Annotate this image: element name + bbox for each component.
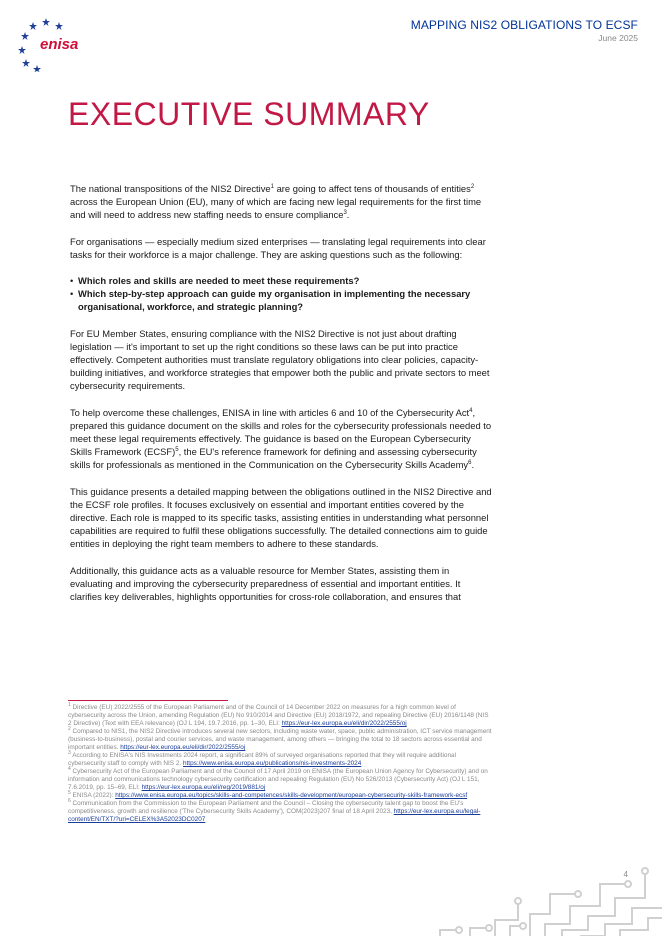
- footnote-ref[interactable]: 5: [175, 447, 179, 454]
- circuit-decoration: [400, 854, 662, 936]
- enisa-logo: enisa: [40, 36, 79, 53]
- footnote-1: $^1$ Directive (EU) 2022/2555 of the European Parliament and of the Council of 14 December 2022 on measures for a high common level of cybersecurity across the Union, amending Regulation (EU) No 910/2014 and Directive (EU) 2018/1972, and repealing Directive (EU) 2016/1148 (NIS 2 Directive) (Text with EEA relevance) (OJ L 194, 19.7.2016, pp. 1–30, ELI: https://eur-lex.europa.eu/eli/dir/2022/2555/oj: [68, 701, 489, 727]
- footnote-2: $^2$ Compared to NIS1, the NIS2 Directive introduces several new sectors, including waste water, space, public administration, ICT service management (business-to-business), postal and courier services, and waste management, among others — bringing the total to 18 sectors across essential and important entities. https://eur-lex.europa.eu/eli/dir/2022/2555/oj: [68, 725, 492, 751]
- question-list: [70, 274, 494, 314]
- paragraph-1: The national transpositions of the NIS2 Directive$^1$ are going to affect tens of thousands of entities$^2$ across the European Union (EU), many of which are facing new legal requirements for the first time and will need to address new staffing needs to ensure compliance$^3$.: [70, 183, 482, 221]
- paragraph-5: This guidance presents a detailed mapping between the obligations outlined in the NIS2 Directive and the ECSF role profiles. It focuses exclusively on essential and important entities covered by the directive. Each role is mapped to its specific tasks, assisting entities in understanding what personnel capabilities are required to fulfil these obligations successfully. The detailed connections aim to guide entities in deploying the right team members to adhere to these standards.: [70, 485, 492, 550]
- footnote-link[interactable]: https://www.enisa.europa.eu/topics/skills-and-competences/skills-development/european-cybersecurity-skills-framework-ecsf: [115, 792, 468, 799]
- footnotes: [68, 701, 492, 824]
- footnote-4: $^4$ Cybersecurity Act of the European Parliament and of the Council of 17 April 2019 on ENISA (the European Union Agency for Cybersecurity) and on information and communications technology cybersecurity certification and repealing Regulation (EU) No 526/2013 (Cybersecurity Act) (OJ L 151, 7.6.2019, pp. 15–69, ELI: https://eur-lex.europa.eu/eli/reg/2019/881/oj: [68, 765, 488, 791]
- footnote-5: $^5$ ENISA (2022): https://www.enisa.europa.eu/topics/skills-and-competences/skills-development/european-cybersecurity-skills-framework-ecsf: [68, 789, 468, 799]
- footnote-3: $^3$ According to ENISA's NIS Investments 2024 report, a significant 89% of surveyed organisations reported that they will require additional cybersecurity staff to comply with NIS 2. https://www.enisa.europa.eu/publications/nis-investments-2024: [68, 749, 457, 767]
- footnote-ref[interactable]: 4: [469, 407, 473, 414]
- footnote-link[interactable]: https://eur-lex.europa.eu/eli/dir/2022/2555/oj: [120, 744, 246, 751]
- footnote-divider: [68, 700, 228, 701]
- document-date: June 2025: [598, 33, 638, 43]
- page-title: EXECUTIVE SUMMARY: [68, 96, 430, 132]
- footnote-link[interactable]: https://eur-lex.europa.eu/legal-content/EN/TXT/?uri=CELEX%3A52023DC0207: [68, 808, 481, 823]
- footnote-ref[interactable]: 1: [270, 183, 274, 190]
- footnote-ref[interactable]: 3: [343, 210, 347, 217]
- document-title: MAPPING NIS2 OBLIGATIONS TO ECSF: [410, 18, 638, 32]
- footnote-link[interactable]: https://eur-lex.europa.eu/eli/reg/2019/881/oj: [141, 784, 266, 791]
- body-text: [70, 182, 494, 616]
- footnote-ref[interactable]: 2: [470, 183, 475, 190]
- footnote-link[interactable]: https://eur-lex.europa.eu/eli/dir/2022/2555/oj: [281, 720, 407, 727]
- paragraph-2: For organisations — especially medium sized enterprises — translating legal requirements into clear tasks for their workforce is a major challenge. They are asking questions such as the following:: [70, 235, 486, 260]
- paragraph-4: To help overcome these challenges, ENISA in line with articles 6 and 10 of the Cybersecurity Act$^4$, prepared this guidance document on the skills and roles for the cybersecurity professionals needed to meet these legal requirements effectively. The guidance is based on the European Cybersecurity Skills Framework (ECSF)$^5$, the EU's reference framework for defining and assessing cybersecurity skills for professionals as mentioned in the Communication on the Cybersecurity Skills Academy$^6$.: [70, 406, 492, 471]
- footnote-6: $^6$ Communication from the Commission to the European Parliament and the Council – Closing the cybersecurity talent gap to boost the EU's competitiveness, growth and resilience ('The Cybersecurity Skills Academy'), COM(2023)207 final of 18 April 2023, https://eur-lex.europa.eu/legal-content/EN/TXT/?uri=CELEX%3A52023DC0207: [68, 797, 481, 823]
- page-number: 4: [623, 870, 628, 879]
- footnote-link[interactable]: https://www.enisa.europa.eu/publications/nis-investments-2024: [182, 760, 362, 767]
- list-item: • Which step-by-step approach can guide my organisation in implementing the necessary organisational, workforce, and strategic planning?: [70, 287, 494, 313]
- paragraph-3: For EU Member States, ensuring compliance with the NIS2 Directive is not just about drafting legislation — it's important to set up the right conditions so these laws can be put into practice effectively. Competent authorities must translate regulatory obligations into clear policies, capacity-building initiatives, and workforce strategies that empower both the public and private sectors to meet cybersecurity requirements.: [70, 327, 490, 392]
- paragraph-6: Additionally, this guidance acts as a valuable resource for Member States, assisting them in evaluating and improving the cybersecurity preparedness of essential and important entities. It clarifies key deliverables, highlights opportunities for cross-role collaboration, and ensures that: [70, 564, 461, 603]
- footnote-ref[interactable]: 6: [468, 460, 472, 467]
- list-item: • Which roles and skills are needed to meet these requirements?: [70, 274, 494, 287]
